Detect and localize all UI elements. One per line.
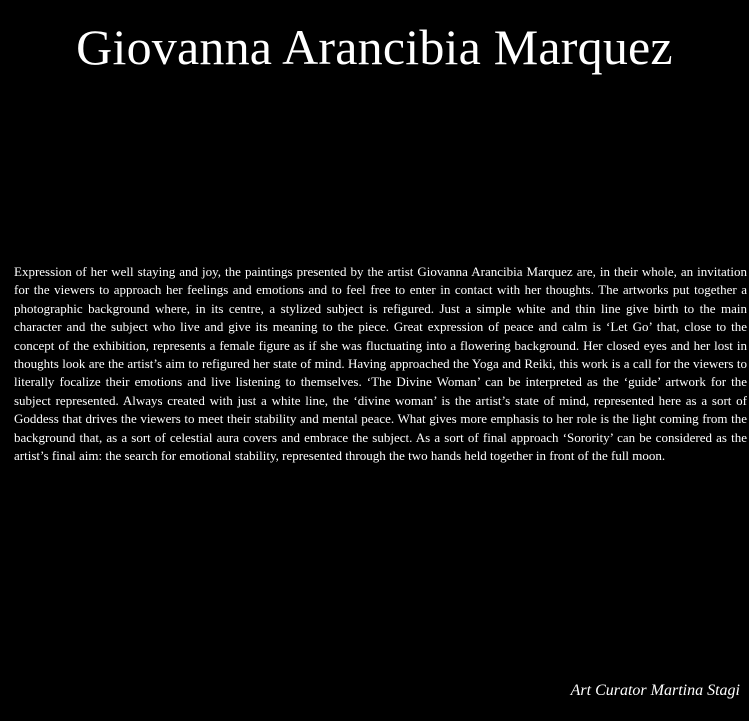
- curatorial-statement: Expression of her well staying and joy, the paintings presented by the artist Giovanna Arancibia Marquez are, in their whole, an invitation for the viewers to approach her feelings and emotions and to feel free to enter in contact with her thoughts. The artworks put together a photographic background where, in its centre, a stylized subject is refigured. Just a simple white and thin line give birth to the main character and the subject who live and give its meaning to the piece. Great expression of peace and calm is ‘Let Go’ that, close to the concept of the exhibition, represents a female figure as if she was fluctuating into a flowering background. Her closed eyes and her lost in thoughts look are the artist’s aim to refigured her state of mind. Having approached the Yoga and Reiki, this work is a call for the viewers to literally focalize their emotions and live listening to themselves. ‘The Divine Woman’ can be interpreted as the ‘guide’ artwork for the subject represented. Always created with just a white line, the ‘divine woman’ is the artist’s state of mind, represented here as a sort of Goddess that drives the viewers to meet their stability and mental peace. What gives more emphasis to her role is the light coming from the background that, as a sort of celestial aura covers and embrace the subject. As a sort of final approach ‘Sorority’ can be considered as the artist’s final aim: the search for emotional stability, represented through the two hands held together in front of the full moon.: [14, 264, 747, 464]
- curator-signature: Art Curator Martina Stagi: [570, 682, 740, 699]
- artist-name-title: Giovanna Arancibia Marquez: [76, 19, 673, 75]
